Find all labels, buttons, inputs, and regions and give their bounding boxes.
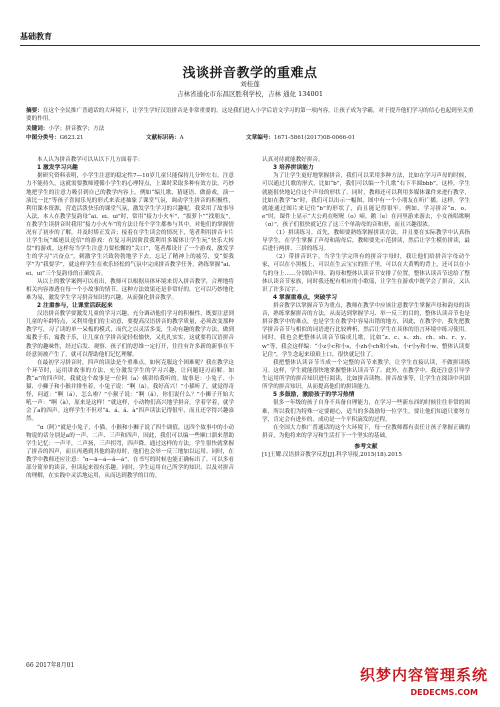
- watermark-url: DEDECMS.COM: [410, 688, 478, 697]
- abstract-label: 摘要：: [26, 108, 43, 114]
- paragraph: 为了让学生更好地掌握拼音，我们可以采用多种方法，比如在学习声母的时候，可以通过儿歌的形式，比如“b”，我们可以编一个儿歌“右下半圆bbb”，这样，学生就能很快地记住这个声母的形状了。同时，教师还可以利用多媒体课件来进行教学，比如在教学“b”时，我们可以出示一幅图，图中有一个小朋友在听广播，这样，学生就能通过图片来记住“b”的形状了，而且能记得很牢。例如，学习拼音“ɑ、o、e”时，课件上显示“大公鸡在喔喔（o）啼，鹅（e）在河里游来游去，小女孩唱歌啊（ɑ）”，孩子们很快就记住了这三个单韵母的音和形，而且兴趣很浓。: [262, 173, 470, 228]
- paragraph: （2）带拼音识字。当学生学完所有的拼音字母时，我让他们给拼音字母动个家，可以在小黑板上，可以在生云宝宝的肚子里，可以在大黄鸭的背上，还可以在小鸟的身上……分别给声母、韵母和整体认读音节安排了位置，整体认读音节送给了整体认读音节家族，同时我还配有相应的小歌谣，让学生在游戏中既学会了拼音，又认识了许多汉字。: [262, 254, 470, 293]
- paragraph: 在全国大力推广普通话的这个大环境下，每一位教师都有责任让孩子掌握正确的拼音，为他将来的学习和生活打下一个坚实的基础。: [262, 424, 470, 439]
- right-column: [262, 156, 470, 459]
- document-code: 文献标识码：A: [146, 135, 184, 141]
- section-heading: 1 激发学习兴趣: [37, 165, 78, 172]
- watermark-text: 织梦内容管理系统: [359, 666, 488, 684]
- references-heading: 参考文献: [354, 443, 378, 450]
- section-heading: 4 掌握重难点，突破学习: [273, 294, 338, 301]
- paragraph: 汉语拼音教学要激发儿童的学习兴趣，充分调动他们学习的积极性，既要注意到儿童的年龄特点，又利用他们的主动意，要提高汉语拼音的教学质量，必须改变那种教学写，习了读的单一呆板的模式，而代之以灵活多变，生动有趣的教学方法，做到寓教于乐，寓教于乐，让儿童在学拼音觉轻松愉快，又扎扎实实，这就要将汉语拼音教学的趣味性，经过启发、观察、孩子们的思维一定打开，往往有许多新的新事在不经意间被产生了，就可以帮助他们记忆理解。: [26, 311, 234, 358]
- paragraph: 拼音教学以掌握音节为重点，教师在教学中应该注意教学生掌握声母和韵母的读音，熟练掌握拼音的方法，从而达到掌握学习、举一反三的目的，整体认读音节也是拼音教学中的难点，也是学生在教学中容易出错的地方，因此，在教学中，我先把教学拼音音节与相似的词语进行比较辨析，然后让学生在具体的语言环境中练习使用。同时，我也会把整体认读音节编成儿歌，比如“z、c、s、zh、ch、sh、r、y、w”等，我会这样编：“小z小c和小s，小zh小ch和小sh，小r小y和小w，整体认读要记住”，学生念起来琅琅上口，很快就记住了。: [262, 303, 470, 358]
- paragraph: 我把整体认读音节当成一个完整的音节来教学，让学生直接认读，不做拼读练习。这样，学生就能很快地掌握整体认读音节了。此外，在教学中，我还注意引导学生运用所学的拼音知识进行阅读，比如拼音读物、拼音故事等，让学生在阅读中巩固所学的拼音知识，从而提高他们的拼读能力。: [262, 359, 470, 391]
- left-column: [26, 156, 234, 480]
- header-rule: [20, 45, 480, 46]
- author-affiliation: 吉林省通化市东昌区胜利学校，吉林 通化 134001: [177, 90, 323, 98]
- paragraph: 从以上的教学案例可以看出，教师可以根据具体环境来切入拼音教学，合理地将相关内容渗透在每一个小故事的情节，这种方法效果还是非常好的，它可以巧妙地化难为易，激发学生学习拼音知识的兴趣，从而强化拼音教学。: [26, 278, 234, 301]
- paragraph: 据研究资料表明，小学生注意的稳定性7—10岁儿童只能保持几分钟左右，注意力不能持久，这就需要教师遵循小学生的心理特点，上课时采取多种有效方法，巧妙地把学生的注意力吸引到自己的教学内容上。例如“编儿歌、猜谜语、做游戏，演一演比一比”等孩子喜闻乐见的形式来表述抽象了课堂气氛，调动学生拼音的积极性，利用课本资源，营造活泼快乐的课堂气氛，激发学生学习的兴趣呢。我采用了故事导入法，本人在教学复韵母“ai、ei、ui”时，常用“接力小火车”、“拔萝卜”“找朋友”，在教学生读拼音时我用“接力小火车”的方法让每个学生都参与其中，对他们的掌握情况有了初步的了解，并及时矫正发音；接着在学生读会的情况下，笔者利用拼音卡片让学生玩“邮递员送信”的游戏：在复习巩固阶段我利用多媒体让学生玩“快乐大转盘”的游戏。这样每当学生注意力要松懈的“关口”，笔者都设计了一个游戏，激发学生的学习“兴奋点”，刺激学生兴致勃勃地学下去，忘记了精神上的疲劳，变“要我学”为“我要学”，就这样学生在欢乐轻松的气氛中完成拼音教学任务，熟练掌握“ai、ei、ui”三个复韵母的正确发音。: [26, 173, 234, 277]
- page-footer: 66 2017年8月01: [26, 662, 75, 669]
- article-number: 文章编号：1671-5861(2017)08-0066-01: [246, 135, 356, 141]
- reference-entry: [1]王耀.汉语拼音教学反思[J].科学导报,2015(18).2015: [262, 452, 402, 459]
- paragraph: “ɑ（阿）”就是小兔子，小猫，小猴和小狮子说了四个调值，这四个故事中的小动物说的话分别是a的一声、二声、三声和四声，因此，我们可以编一些顺口溜来帮助学生记忆：一声平，二声扬，三声拐弯，四声降。通过这样的方法，学生很快就掌握了拼音的四声，而且再遇到其他的韵母时，他们也会举一反三地加以运用。同时，在教学中教师还应注意：“ɑ—ā—á—ǎ—à”，在书写的时候也能正确标出了。可以多看部分简单的读音，但读起来很有乐趣。同时，学生运用自己所学的知识，以及对拼音的理解，在实践中灵活地运用，从而达到教学的目的。: [26, 424, 234, 480]
- author-name: 刘桂莲: [240, 80, 260, 88]
- section-heading: 3 培养拼读能力: [273, 165, 314, 172]
- clc-number: 中图分类号：G623.21: [26, 135, 84, 141]
- abstract: [26, 107, 474, 123]
- article-title: 浅谈拼音教学的重难点: [182, 66, 318, 81]
- keywords-text: 小学；拼音教学；方法: [48, 126, 105, 132]
- abstract-text: 在这个全民推广普通话的大环境下，让学生学好汉语拼音是非常重要的。这是我们进入小学后语文学习的第一项内容，让孩子成为学霸，对于提升他们学习的信心也起到至关重要的作用。: [26, 108, 474, 122]
- keywords: [26, 125, 474, 133]
- paragraph: （1）拼读练习。首先，教师要熟练掌握拼读方法，并且要在实际教学中认真指导学生，在学生掌握了声母和韵母后，教师要先示范拼读，然后让学生模仿拼读，最后进行两拼、三拼的练习。: [262, 230, 470, 253]
- paragraph: 本人认为拼音教学可以从以下几方面着手：: [37, 157, 144, 163]
- section-heading: 2 注重参与，让课堂活跃起来: [37, 302, 113, 309]
- keywords-label: 关键词：: [26, 126, 49, 132]
- classification-line: [26, 134, 474, 142]
- section-label: 基础教育: [20, 32, 52, 41]
- paragraph: 认真对待就能教好拼音。: [262, 157, 324, 163]
- paragraph: 很多一年级的孩子自身不具备自理能力，在学习一些新东西的时候往往非常的困难，所以我们为特殊一定要耐心，适当的多鼓励每一位学生，要让他们知道只要努力学，肯定会有进步的，成功是一个平积滴发的过程。: [262, 400, 470, 423]
- section-heading: 5 多鼓励，激励孩子的学习热情: [273, 392, 355, 399]
- paragraph: 在最初学习拼音时，四声的读法是个重难点。如何克服这个困难呢？我在教学这个环节时，运用讲故事的方法，充分激发学生的学习兴趣，让问题迎刃而解。如教“a”的四声时，我就这个故事是一位阿（a）姨讲给我听的。故事是：小兔子、小猫、小狮子和小猴并排坐着，小兔子说：“啊（ā），我好高兴！”小猫听了，就觉得奇怪，问道：“啊（á），怎么啦？”小猴子说：“啊（ǎ），你们说什么？”小狮子开始大吼一声：“啊（à），原来是这样！”就这样，小动物们高兴地学拼音，学着学着，就学会了a的四声。这样学生不但对“ā、á、ǎ、à”四声读法记得很牢，而且还学得兴趣盎然。: [26, 359, 234, 423]
